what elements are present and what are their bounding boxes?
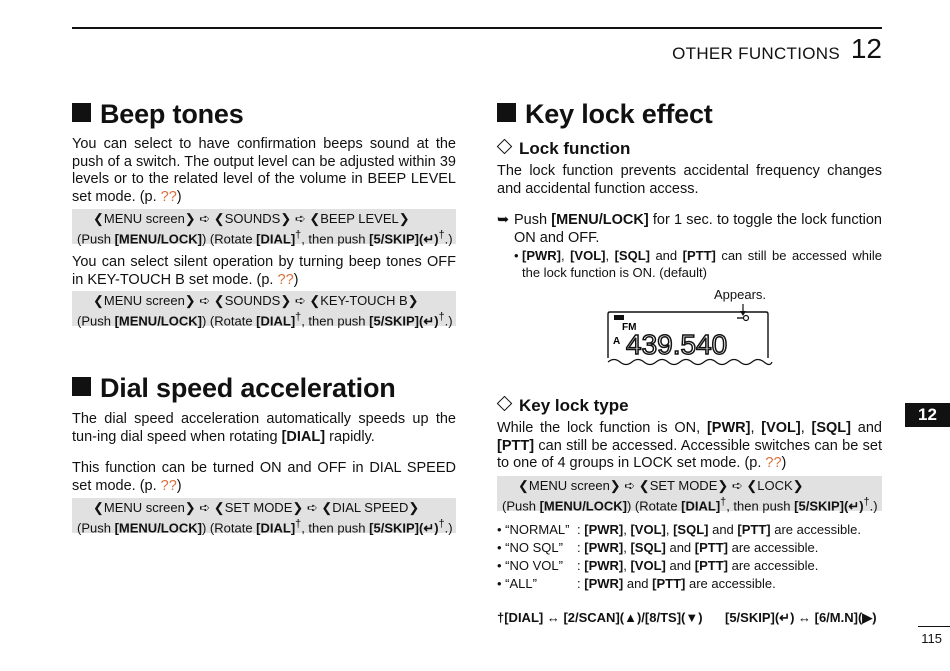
heading-beep-tones: Beep tones [72, 99, 244, 130]
square-bullet-icon [72, 103, 91, 122]
header-rule [72, 27, 882, 29]
square-bullet-icon [72, 377, 91, 396]
lcd-frequency: 439.540 [626, 329, 728, 360]
lock-type-paragraph: While the lock function is ON, [PWR], [VOL], [SQL] and [PTT] can still be accessed. Accessible switches can be set to one of 4 groups in LOCK set mode. (p. ??) [497, 420, 882, 471]
page-ref[interactable]: ?? [160, 477, 177, 494]
lcd-mode: FM [622, 322, 637, 333]
lock-toggle-bullet: ➥ Push [MENU/LOCK] for 1 sec. to toggle the lock function ON and OFF. [497, 212, 882, 246]
lcd-band: A [613, 336, 621, 347]
footnote-skip: [5/SKIP](↵) ↔ [6/M.N](▶) [725, 610, 877, 625]
lock-type-list: • “NORMAL” : [PWR], [VOL], [SQL] and [PTT] are accessible. • “NO SQL” : [PWR], [SQL] and [PTT] are accessible. • “NO VOL” : [PWR], [VOL] and [PTT] are accessible. • “ALL” : [PWR] and [PTT] are accessible. [497, 522, 861, 591]
chapter-side-tab[interactable]: 12 [905, 403, 950, 427]
subheading-key-lock-type: Key lock type [497, 396, 629, 416]
menu-path-box-beep-level: ❮MENU screen❯ ➪ ❮SOUNDS❯ ➪ ❮BEEP LEVEL❯ (Push [MENU/LOCK]) (Rotate [DIAL]†, then push [5/SKIP](↵)†.) [72, 209, 456, 244]
section-title: OTHER FUNCTIONS [672, 44, 840, 63]
lock-sub-bullet: • [PWR], [VOL], [SQL] and [PTT] can still be accessed while the lock function is ON. (default) [514, 248, 882, 280]
menu-path-box-lock: ❮MENU screen❯ ➪ ❮SET MODE❯ ➪ ❮LOCK❯ (Push [MENU/LOCK]) (Rotate [DIAL]†, then push [5/SKIP](↵)†.) [497, 476, 882, 511]
page-ref[interactable]: ?? [160, 188, 177, 205]
diamond-icon [497, 139, 513, 155]
footnote-dial: †[DIAL] ↔ [2/SCAN](▲)/[8/TS](▼) [497, 610, 703, 625]
page-ref[interactable]: ?? [765, 455, 782, 471]
key-lock-icon [737, 316, 749, 321]
signal-icon [614, 315, 624, 320]
page-number: 115 [921, 631, 942, 646]
page-number-rule [918, 626, 950, 627]
menu-path-box-key-touch: ❮MENU screen❯ ➪ ❮SOUNDS❯ ➪ ❮KEY-TOUCH B❯ (Push [MENU/LOCK]) (Rotate [DIAL]†, then push [5/SKIP](↵)†.) [72, 291, 456, 326]
lcd-display-illustration [600, 300, 780, 372]
page-ref[interactable]: ?? [277, 271, 294, 288]
appears-callout: Appears. [714, 287, 767, 302]
lock-function-paragraph: The lock function prevents accidental frequency changes and accidental function access. [497, 163, 882, 197]
chapter-number: 12 [850, 33, 882, 64]
menu-path-box-dial-speed: ❮MENU screen❯ ➪ ❮SET MODE❯ ➪ ❮DIAL SPEED❯ (Push [MENU/LOCK]) (Rotate [DIAL]†, then push [5/SKIP](↵)†.) [72, 498, 456, 533]
square-bullet-icon [497, 103, 516, 122]
dial-paragraph-1: The dial speed acceleration automatically speeds up the tun-ing dial speed when rotating [DIAL] rapidly. [72, 411, 456, 445]
diamond-icon [497, 396, 513, 412]
arrow-bullet-icon: ➥ [497, 212, 510, 228]
heading-key-lock: Key lock effect [497, 99, 713, 130]
dial-paragraph-2: This function can be turned ON and OFF in DIAL SPEED set mode. (p. ??) [72, 460, 456, 494]
beep-paragraph-1: You can select to have confirmation beeps sound at the push of a switch. The output level can be adjusted within 39 levels or to the related level of the volume in BEEP LEVEL set mode. (p. ??) [72, 136, 456, 205]
subheading-lock-function: Lock function [497, 139, 630, 159]
beep-paragraph-2: You can select silent operation by turning beep tones OFF in KEY-TOUCH B set mode. (p. ??) [72, 254, 456, 288]
heading-dial-speed: Dial speed acceleration [72, 373, 396, 404]
